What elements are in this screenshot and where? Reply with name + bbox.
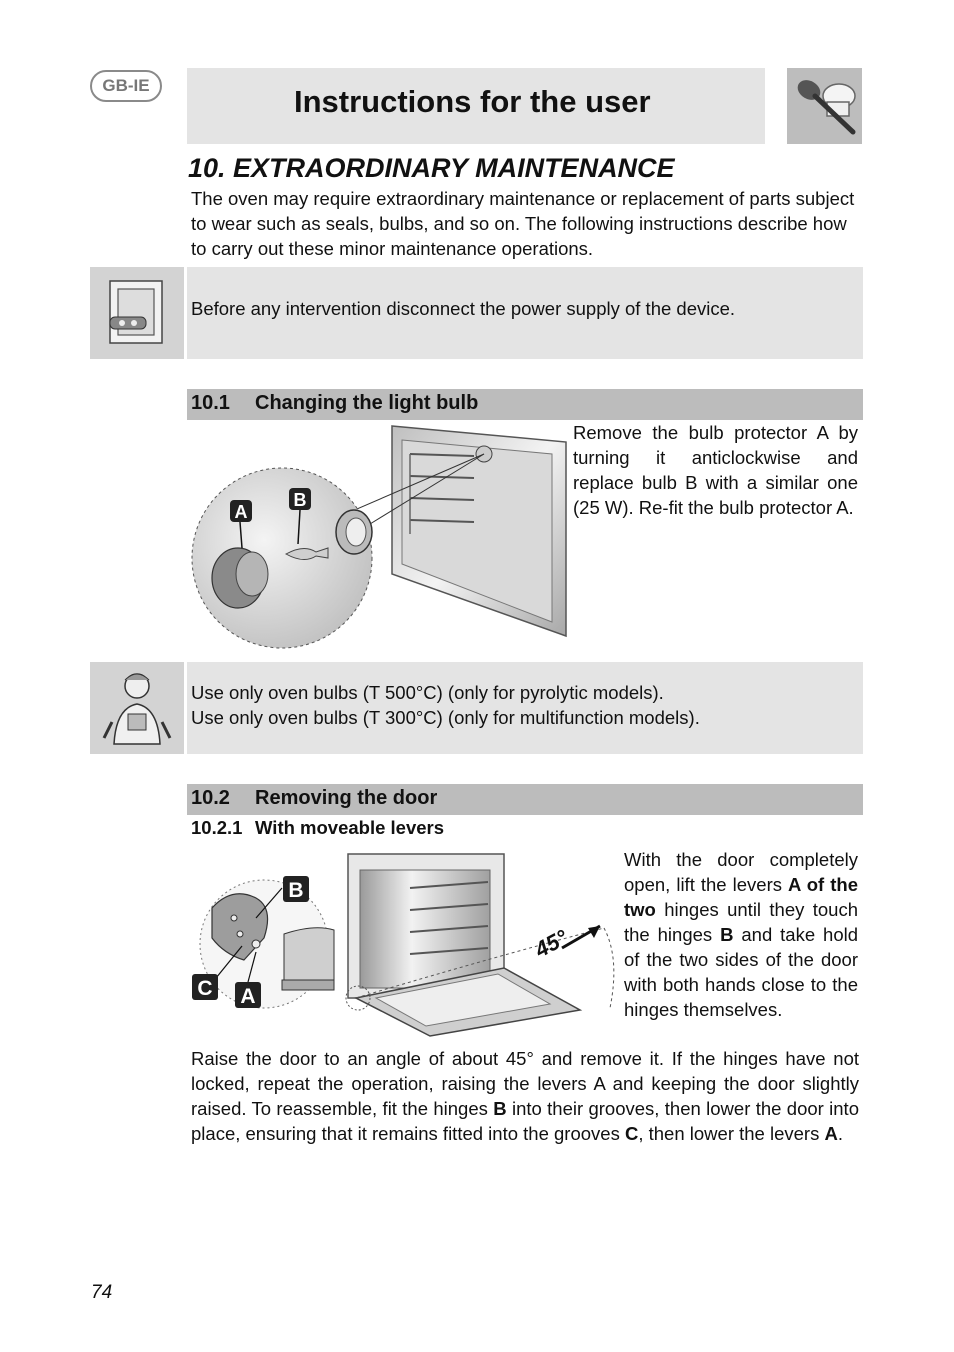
warning-text: Before any intervention disconnect the power supply of the device.	[191, 298, 736, 319]
warning-note	[90, 267, 863, 359]
figure-label-a: A	[240, 985, 256, 1008]
section-title: 10. EXTRAORDINARY MAINTENANCE	[188, 153, 675, 183]
bulb-note-line-2: Use only oven bulbs (T 300°C) (only for multifunction models).	[191, 707, 700, 728]
door-figure	[190, 848, 620, 1040]
bulb-note-line-1: Use only oven bulbs (T 500°C) (only for pyrolytic models).	[191, 682, 664, 703]
door-text-1: With the door completely open, lift the levers A of the two hinges until they touch the hinges B and take hold of the two sides of the door with both hands close to the hinges themselves.	[624, 849, 859, 1020]
subsection-number: 10.1	[191, 392, 230, 414]
page-number: 74	[91, 1282, 113, 1303]
figure-label-b: B	[288, 879, 304, 902]
subsubsection-title: With moveable levers	[255, 817, 445, 838]
region-badge: GB-IE	[90, 70, 162, 102]
page-title: Instructions for the user	[294, 84, 651, 119]
door-text-2: Raise the door to an angle of about 45° and remove it. If the hinges have not locked, repeat the operation, raising the levers A and keeping the door slightly raised. To reassemble, fit the hinges B into their grooves, then lower the door into place, ensuring that it remains fitted into the grooves C, then lower the levers A.	[191, 1048, 859, 1144]
intro-paragraph: The oven may require extraordinary maintenance or replacement of parts subject to wear such as seals, bulbs, and so on. The following instructions describe how to carry out these minor maintenance operations.	[191, 188, 855, 259]
light-bulb-text: Remove the bulb protector A by turning it anticlockwise and replace bulb B with a similar one (25 W). Re-fit the bulb protector A.	[573, 422, 858, 518]
subsection-number: 10.2	[191, 787, 230, 809]
subsection-removing-door	[187, 784, 863, 815]
subsection-title: Changing the light bulb	[255, 392, 479, 414]
power-socket-icon	[90, 267, 187, 359]
subsubsection-moveable-levers	[191, 817, 444, 839]
figure-label-a: A	[234, 502, 248, 522]
subsubsection-number: 10.2.1	[191, 817, 243, 838]
subsection-title: Removing the door	[255, 787, 438, 809]
bulb-note	[90, 662, 863, 754]
technician-icon	[90, 662, 187, 754]
subsection-light-bulb	[187, 389, 863, 420]
spoon-and-chef-hat-icon	[787, 68, 862, 144]
figure-label-b: B	[293, 490, 307, 510]
light-bulb-figure	[190, 424, 568, 658]
figure-label-c: C	[197, 977, 213, 1000]
figure-angle-label: 45°	[530, 924, 572, 963]
